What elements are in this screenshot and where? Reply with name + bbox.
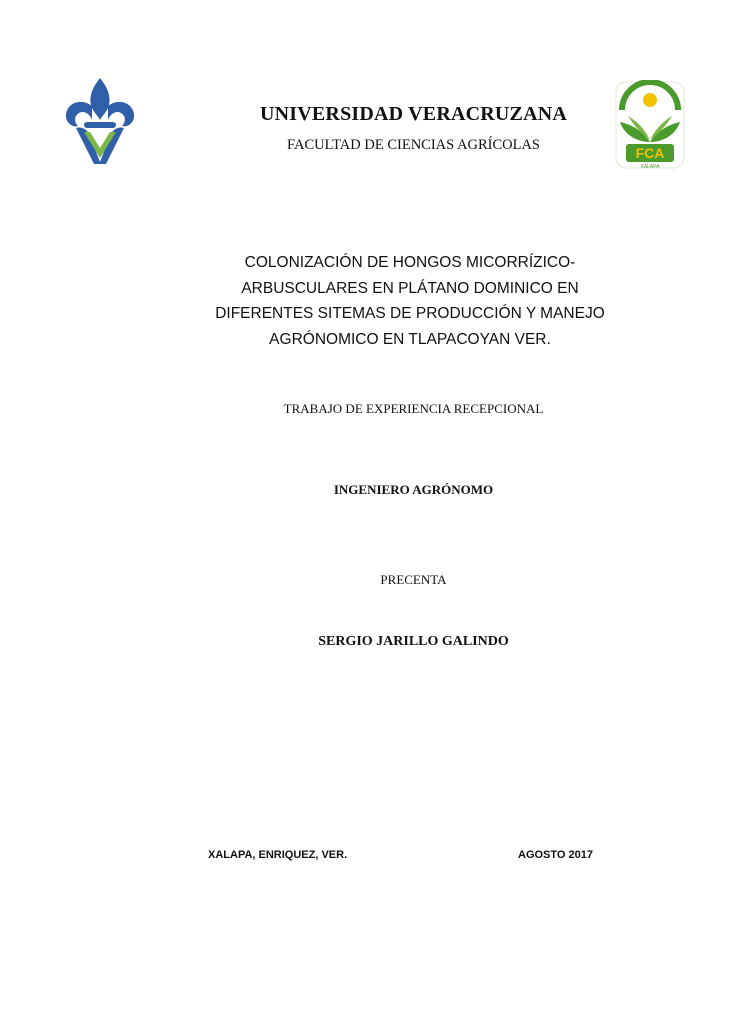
work-type: TRABAJO DE EXPERIENCIA RECEPCIONAL — [283, 401, 544, 416]
title-line: COLONIZACIÓN DE HONGOS MICORRÍZICO- — [244, 254, 576, 271]
fca-subtext: XALAPA — [640, 164, 660, 170]
thesis-title — [200, 250, 620, 352]
fca-letters: FCA — [635, 145, 665, 161]
date: AGOSTO 2017 — [518, 849, 593, 861]
university-name: UNIVERSIDAD VERACRUZANA — [259, 103, 568, 125]
title-line: DIFERENTES SITEMAS DE PRODUCCIÓN Y MANEJO — [215, 305, 605, 322]
presents-label: PRECENTA — [380, 572, 447, 587]
faculty-name: FACULTAD DE CIENCIAS AGRÍCOLAS — [286, 137, 540, 153]
place: XALAPA, ENRIQUEZ, VER. — [208, 849, 348, 861]
title-line: ARBUSCULARES EN PLÁTANO DOMINICO EN — [241, 279, 579, 297]
degree: INGENIERO AGRÓNOMO — [333, 482, 494, 497]
title-line: AGRÓNOMICO EN TLAPACOYAN VER. — [269, 330, 551, 348]
author-name: SERGIO JARILLO GALINDO — [318, 634, 509, 649]
